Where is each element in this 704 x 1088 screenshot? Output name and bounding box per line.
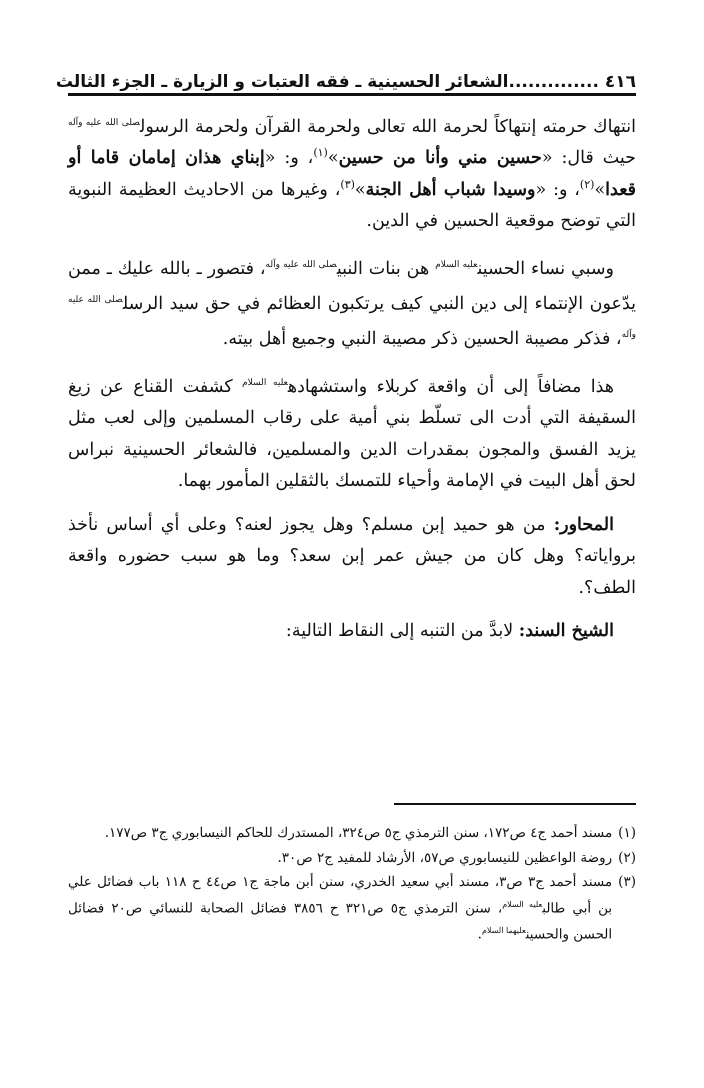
footnote-ref-1[interactable]: (١)	[313, 146, 328, 160]
hadith-quote-2: إبناي هذان إمامان قاما أو قعدا	[68, 148, 637, 200]
header-divider	[68, 93, 636, 96]
honorific-ligature: صلى الله عليه وآله	[68, 295, 636, 341]
footnote-2	[68, 847, 636, 870]
footnote-text: روضة الواعظين للنيسابوري ص٥٧، الأرشاد للمفيد ج٢ ص٣٠.	[277, 849, 613, 866]
text-run: هذا مضافاً إلى أن واقعة كربلاء واستشهاده	[287, 376, 614, 397]
footnote-ref-2[interactable]: (٢)	[579, 178, 595, 191]
footnote-number: (٢)	[618, 849, 636, 866]
running-title: الشعائر الحسينية ـ فقه العتبات و الزيارة ـ الجزء الثالث	[55, 72, 509, 92]
text-run: »	[354, 179, 366, 200]
text-run: ، سنن الترمذي ج٥ ص٣٢١ ح ٣٨٥٦ فضائل الصحابة للنسائي ص٢٠ فضائل الحسن والحسين	[68, 900, 613, 942]
header-title-group	[56, 72, 636, 92]
footnote-number: (٣)	[618, 874, 636, 890]
footnote-3	[68, 871, 636, 946]
hadith-quote-1: حسين مني وأنا من حسين	[338, 148, 542, 169]
text-run: من هو حميد إبن مسلم؟ وهل يجوز لعنه؟ وعلى أي أساس نأخذ برواياته؟ وهل كان من جيش عمر إبن سعد؟ وما هو سبب حضوره واقعة الطف؟.	[68, 514, 636, 598]
main-text	[68, 108, 636, 660]
honorific-ligature: صلى الله عليه وآله	[68, 118, 140, 128]
text-run: حيث قال: «	[541, 148, 636, 169]
hadith-quote-3: وسيدا شباب أهل الجنة	[365, 179, 536, 200]
footnote-ref-3[interactable]: (٣)	[340, 178, 355, 191]
running-header	[55, 62, 636, 92]
paragraph-1	[68, 108, 636, 238]
paragraph-4	[68, 510, 636, 605]
text-run: هن بنات النبي	[336, 258, 436, 279]
text-run: ، فتصور ـ بالله عليك ـ ممن يدّعون الإنتماء إلى دين النبي كيف يرتكبون العظائم في حق سيد الرسل	[68, 258, 636, 314]
text-run: كشفت القناع عن زيغ السقيفة التي أدت الى تسلّط بني أمية على رقاب المسلمين وإلى لعب مثل يزيد الفسق والمجون بمقدرات الدين والمسلمين، فالشعائر الحسينية نبراس لحق أهل البيت في الإمامة وأحياء للتمسك بالثقلين المأمور بهما.	[68, 376, 636, 492]
paragraph-5	[68, 616, 636, 648]
footnote-text	[68, 871, 612, 946]
text-run: .	[477, 926, 482, 942]
text-run: ، وغيرها من الاحاديث العظيمة النبوية التي توضح موقعية الحسين في الدين.	[68, 179, 636, 232]
speaker-label-interviewer: المحاور:	[553, 514, 614, 535]
text-run: ، و: «	[264, 148, 314, 169]
page-number: ٤١٦	[604, 72, 636, 92]
footnote-divider	[394, 803, 636, 805]
text-run: ، فذكر مصيبة الحسين ذكر مصيبة النبي وجميع أهل بيته.	[222, 329, 622, 350]
honorific-ligature: عليه السلام	[242, 377, 288, 388]
footnote-1	[68, 822, 636, 845]
honorific-ligature: عليه السلام	[502, 899, 543, 909]
text-run: »	[327, 148, 339, 169]
paragraph-2	[68, 250, 636, 356]
header-dots: ..............	[508, 72, 599, 92]
honorific-ligature: عليه السلام	[435, 259, 478, 270]
footnotes	[68, 822, 636, 948]
speaker-label-sheikh: الشيخ السند:	[518, 621, 614, 642]
text-run: لابدَّ من التنبه إلى النقاط التالية:	[285, 621, 519, 642]
text-run: وسبي نساء الحسين	[477, 258, 614, 279]
text-run: »	[594, 179, 606, 200]
paragraph-3	[68, 368, 636, 498]
text-run: مسند أحمد ج٣ ص٣، مسند أبي سعيد الخدري، سنن أبن ماجة ج١ ص٤٤ ح ١١٨ باب فضائل علي بن أبي طالب	[68, 874, 613, 916]
honorific-ligature: عليهما السلام	[481, 925, 526, 935]
text-run: ، و: «	[535, 179, 580, 200]
text-run: انتهاك حرمته إنتهاكاً لحرمة الله تعالى ولحرمة القرآن ولحرمة الرسول	[139, 116, 636, 137]
honorific-ligature: صلى الله عليه وآله	[265, 259, 337, 270]
footnote-text: مسند أحمد ج٤ ص١٧٢، سنن الترمذي ج٥ ص٣٢٤، المستدرك للحاكم النيسابوري ج٣ ص١٧٧.	[104, 825, 613, 841]
footnote-number: (١)	[618, 825, 636, 841]
